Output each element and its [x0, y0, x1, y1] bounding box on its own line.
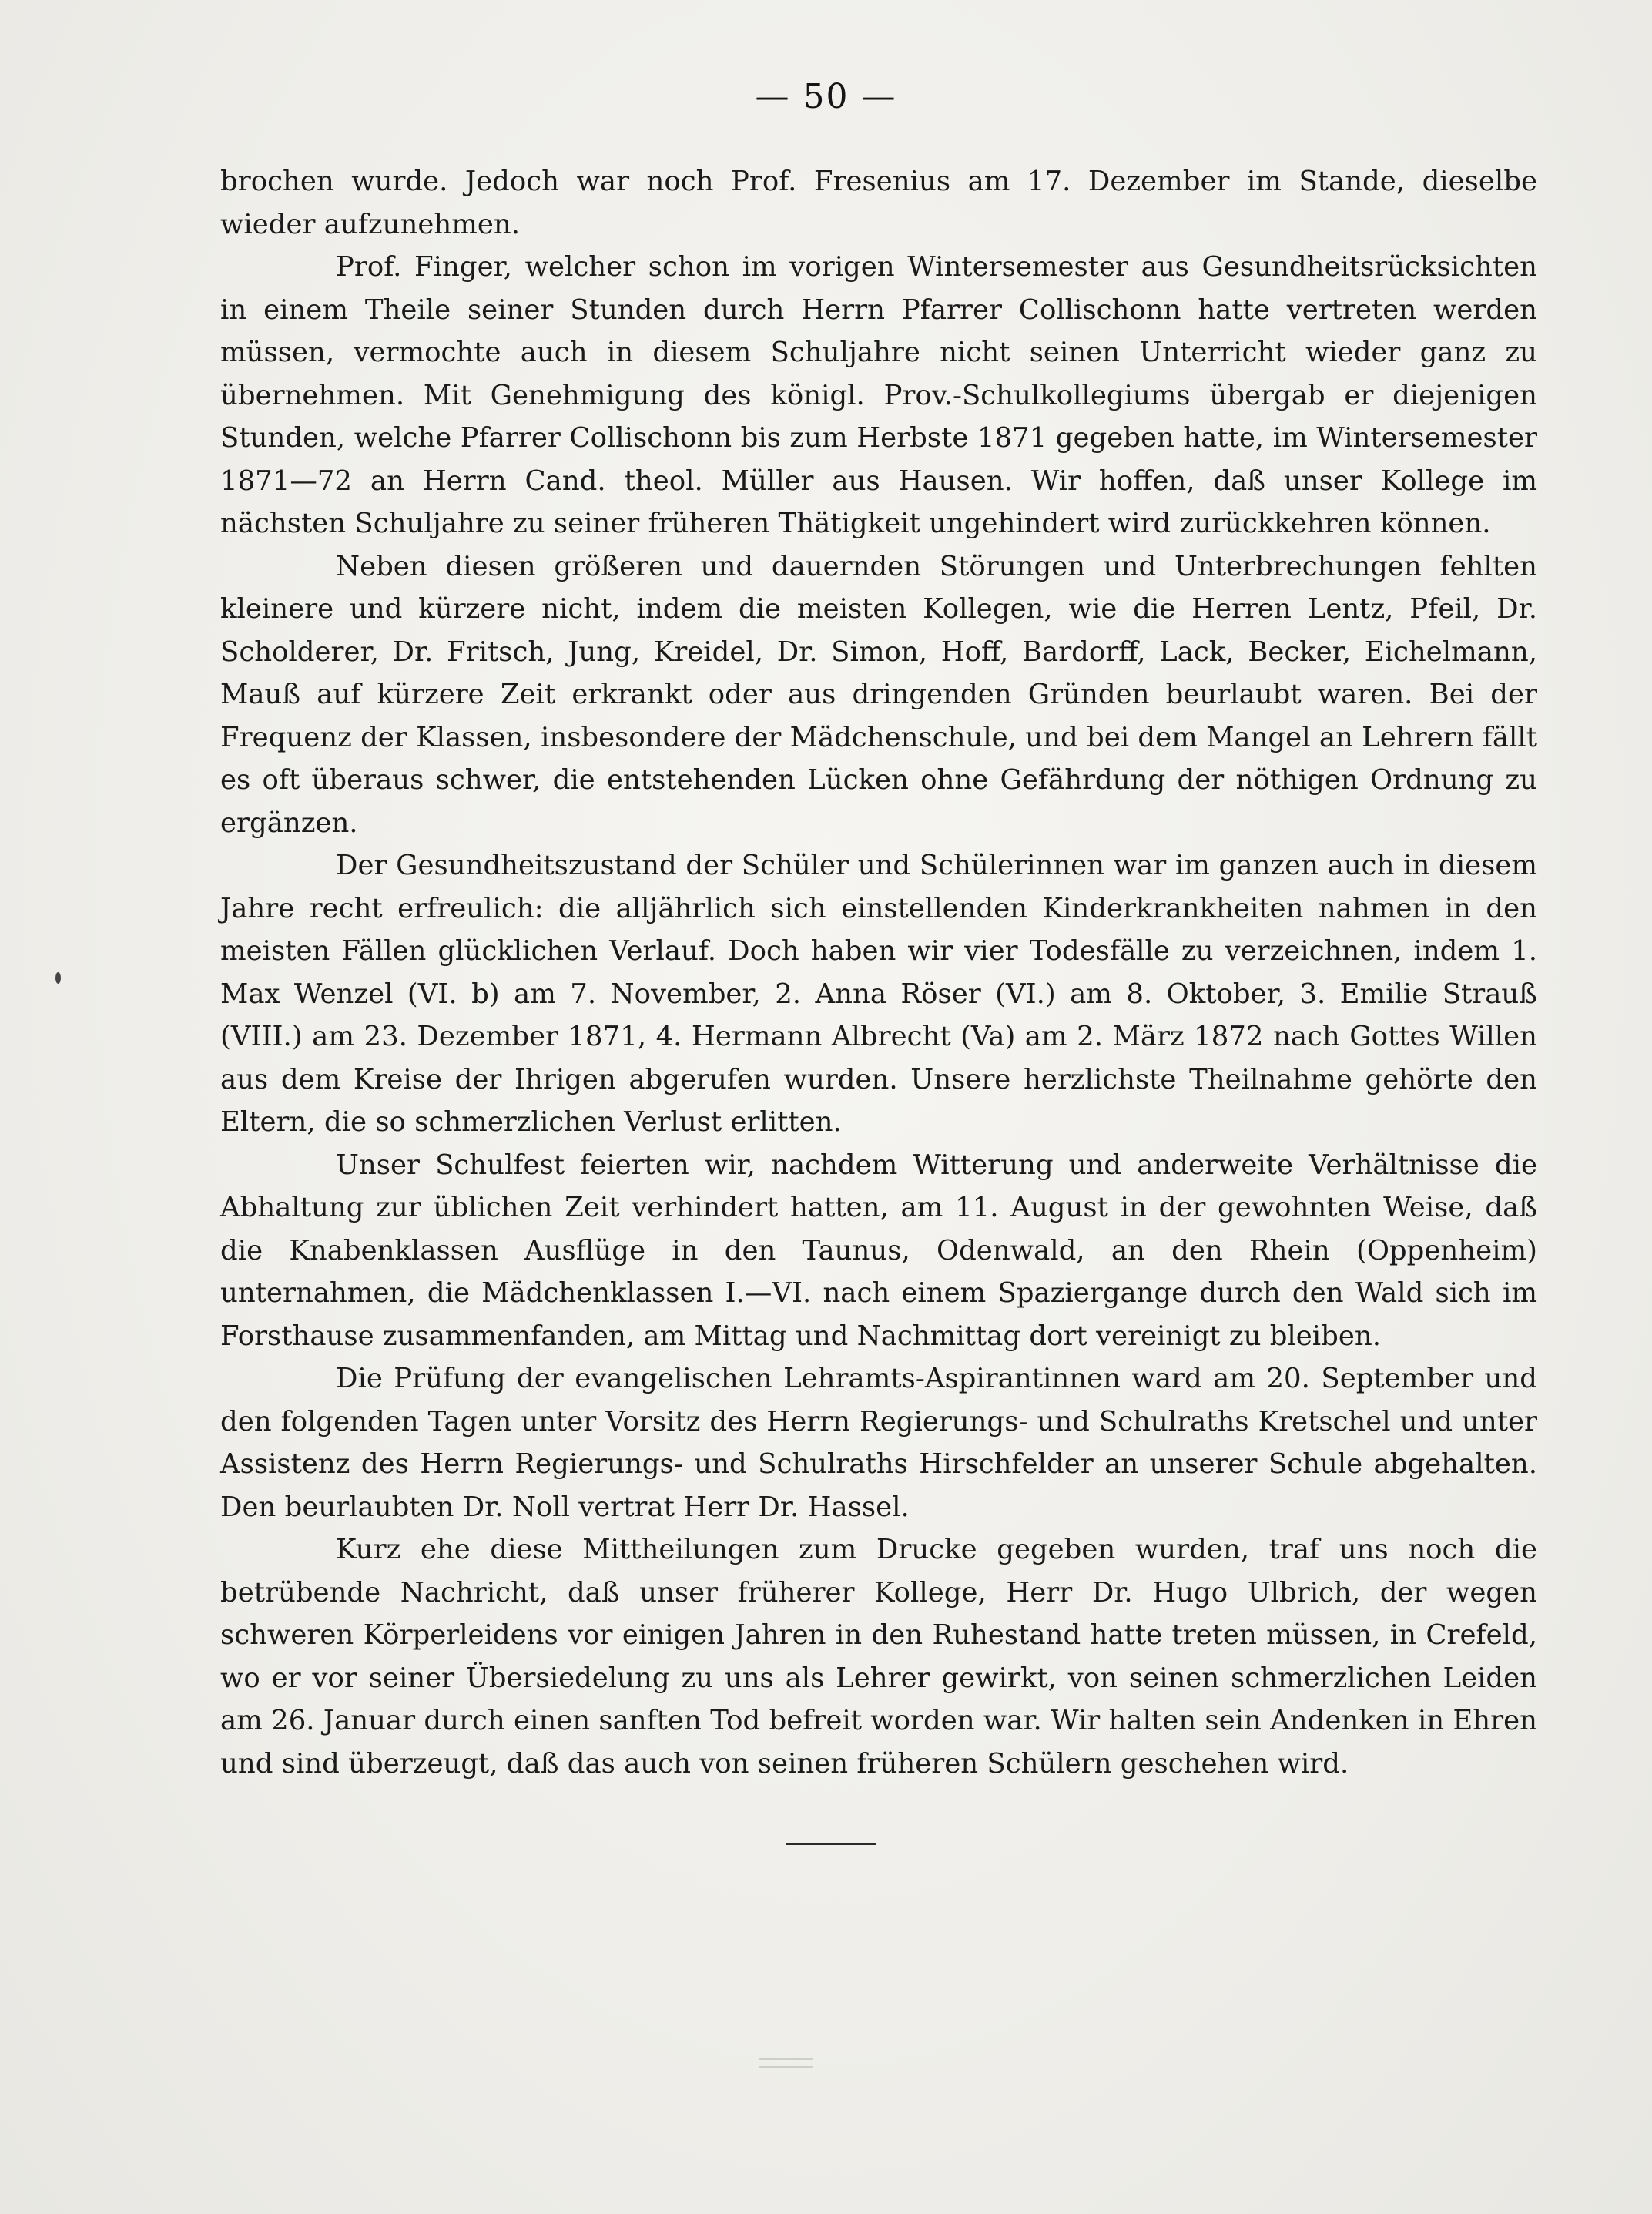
paragraph-1: brochen wurde. Jedoch war noch Prof. Fresenius am 17. Dezember im Stande, dieselbe wieder aufzunehmen.: [220, 166, 1537, 240]
paragraph-4: Der Gesundheitszustand der Schüler und Schülerinnen war im ganzen auch in diesem Jahre recht erfreulich: die alljährlich sich einstellenden Kinderkrankheiten nahmen in den meisten Fällen glücklichen Verlauf. Doch haben wir vier Todesfälle zu verzeichnen, indem 1. Max Wenzel (VI. b) am 7. November, 2. Anna Röser (VI.) am 8. Oktober, 3. Emilie Strauß (VIII.) am 23. Dezember 1871, 4. Hermann Albrecht (Va) am 2. März 1872 nach Gottes Willen aus dem Kreise der Ihrigen abgerufen wurden. Unsere herzlichste Theilnahme gehörte den Eltern, die so schmerzlichen Verlust erlitten.: [220, 850, 1537, 1138]
page-number: — 50 —: [755, 77, 897, 116]
paragraph-6: Die Prüfung der evangelischen Lehramts-Aspirantinnen ward am 20. September und den folgenden Tagen unter Vorsitz des Herrn Regierungs- und Schulraths Kretschel und unter Assistenz des Herrn Regierungs- und Schulraths Hirschfelder an unserer Schule abgehalten. Den beurlaubten Dr. Noll vertrat Herr Dr. Hassel.: [220, 1363, 1537, 1523]
closing-rule: [786, 1843, 876, 1845]
ink-speck: [55, 972, 61, 984]
paragraph-3: Neben diesen größeren und dauernden Störungen und Unterbrechungen fehlten kleinere und kürzere nicht, indem die meisten Kollegen, wie die Herren Lentz, Pfeil, Dr. Scholderer, Dr. Fritsch, Jung, Kreidel, Dr. Simon, Hoff, Bardorff, Lack, Becker, Eichelmann, Mauß auf kürzere Zeit erkrankt oder aus dringenden Gründen beurlaubt waren. Bei der Frequenz der Klassen, insbesondere der Mädchenschule, und bei dem Mangel an Lehrern fällt es oft überaus schwer, die entstehenden Lücken ohne Gefährdung der nöthigen Ordnung zu ergänzen.: [220, 550, 1537, 839]
paragraph-2: Prof. Finger, welcher schon im vorigen Wintersemester aus Gesundheitsrücksichten in einem Theile seiner Stunden durch Herrn Pfarrer Collischonn hatte vertreten werden müssen, vermochte auch in diesem Schuljahre nicht seinen Unterricht wieder ganz zu übernehmen. Mit Genehmigung des königl. Prov.-Schulkollegiums übergab er diejenigen Stunden, welche Pfarrer Collischonn bis zum Herbste 1871 gegeben hatte, im Wintersemester 1871—72 an Herrn Cand. theol. Müller aus Hausen. Wir hoffen, daß unser Kollege im nächsten Schuljahre zu seiner früheren Thätigkeit ungehindert wird zurückkehren können.: [220, 251, 1537, 539]
paragraph-7: Kurz ehe diese Mittheilungen zum Drucke gegeben wurden, traf uns noch die betrübende Nachricht, daß unser früherer Kollege, Herr Dr. Hugo Ulbrich, der wegen schweren Körperleidens vor einigen Jahren in den Ruhestand hatte treten müssen, in Crefeld, wo er vor seiner Übersiedelung zu uns als Lehrer gewirkt, von seinen schmerzlichen Leiden am 26. Januar durch einen sanften Tod befreit worden war. Wir halten sein Andenken in Ehren und sind überzeugt, daß das auch von seinen früheren Schülern geschehen wird.: [220, 1534, 1537, 1780]
body-text: [220, 160, 1537, 1785]
bleed-through-mark: [759, 2058, 813, 2068]
paragraph-5: Unser Schulfest feierten wir, nachdem Witterung und anderweite Verhältnisse die Abhaltung zur üblichen Zeit verhindert hatten, am 11. August in der gewohnten Weise, daß die Knabenklassen Ausflüge in den Taunus, Odenwald, an den Rhein (Oppenheim) unternahmen, die Mädchenklassen I.—VI. nach einem Spaziergange durch den Wald sich im Forsthause zusammenfanden, am Mittag und Nachmittag dort vereinigt zu bleiben.: [220, 1149, 1537, 1352]
